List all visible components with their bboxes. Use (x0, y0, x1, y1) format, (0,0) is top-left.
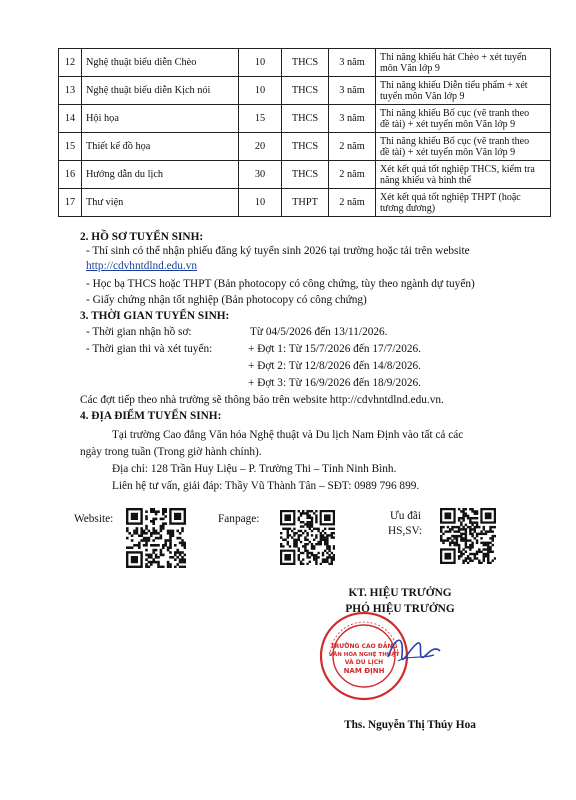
duration: 3 năm (329, 77, 376, 105)
admission-method-line-2: đề tài) + xét tuyển môn Văn lớp 9 (380, 146, 516, 158)
section-4-line-1: Tại trường Cao đẳng Văn hóa Nghệ thuật và Du lịch Nam Định vào tất cả các (112, 429, 464, 441)
exam-round-3: + Đợt 3: Từ 16/9/2026 đến 18/9/2026. (248, 377, 421, 389)
admission-method-line-2: đề tài) + xét tuyển môn Văn lớp 9 (380, 118, 516, 130)
section-2-line-2: - Học bạ THCS hoặc THPT (Bản photocopy có công chứng, tùy theo ngành dự tuyển) (86, 278, 475, 290)
admission-method-line-1: Thi năng khiếu Diễn tiểu phẩm + xét (380, 79, 528, 91)
section-2-heading: 2. HỒ SƠ TUYỂN SINH: (80, 231, 204, 243)
promo-qr-code[interactable] (440, 508, 496, 564)
svg-text:NAM ĐỊNH: NAM ĐỊNH (343, 667, 385, 675)
exam-round-2: + Đợt 2: Từ 12/8/2026 đến 14/8/2026. (248, 360, 421, 372)
admission-method (376, 133, 551, 161)
exam-time-label: - Thời gian thi và xét tuyển: (86, 343, 213, 355)
admission-method-line-1: Xét kết quả tốt nghiệp THPT (hoặc (380, 191, 521, 203)
signer-title-2: PHÓ HIỆU TRƯỞNG (345, 603, 455, 615)
contact-line: Liên hệ tư vấn, giải đáp: Thầy Vũ Thành Tân – SĐT: 0989 796 899. (112, 480, 420, 492)
section-2-line-3: - Giấy chứng nhận tốt nghiệp (Bản photocopy có công chứng) (86, 294, 367, 306)
quota: 10 (239, 77, 282, 105)
section-4-line-2: ngày trong tuần (Trong giờ hành chính). (80, 446, 262, 458)
row-number: 12 (59, 49, 82, 77)
duration: 2 năm (329, 133, 376, 161)
address-line: Địa chỉ: 128 Trần Huy Liệu – P. Trường Thi – Tỉnh Ninh Bình. (112, 463, 397, 475)
section-3-heading: 3. THỜI GIAN TUYỂN SINH: (80, 310, 230, 322)
receive-time-label: - Thời gian nhận hồ sơ: (86, 326, 192, 338)
duration: 2 năm (329, 189, 376, 217)
handwritten-signature (382, 625, 442, 675)
exam-round-1: + Đợt 1: Từ 15/7/2026 đến 17/7/2026. (248, 343, 421, 355)
quota: 20 (239, 133, 282, 161)
duration: 3 năm (329, 105, 376, 133)
program-name: Nghệ thuật biểu diễn Chèo (82, 49, 239, 77)
program-name: Thư viện (82, 189, 239, 217)
admission-method-line-1: Xét kết quả tốt nghiệp THCS, kiểm tra (380, 163, 535, 175)
table-row (59, 161, 551, 189)
website-qr-code[interactable] (126, 508, 186, 568)
quota: 10 (239, 189, 282, 217)
quota: 30 (239, 161, 282, 189)
admission-method-line-1: Thi năng khiếu hát Chèo + xét tuyển (380, 51, 527, 63)
entry-level: THCS (282, 133, 329, 161)
admission-method-line-1: Thi năng khiếu Bố cục (vẽ tranh theo (380, 135, 530, 147)
admission-method-line-2: môn Văn lớp 9 (380, 62, 440, 74)
section-4-heading: 4. ĐỊA ĐIỂM TUYỂN SINH: (80, 410, 222, 422)
program-name: Nghệ thuật biểu diễn Kịch nói (82, 77, 239, 105)
table-row (59, 189, 551, 217)
admission-method-line-2: tuyển môn Văn lớp 9 (380, 90, 465, 102)
entry-level: THPT (282, 189, 329, 217)
table-row (59, 133, 551, 161)
row-number: 17 (59, 189, 82, 217)
fanpage-qr-label: Fanpage: (218, 513, 260, 525)
website-link[interactable]: http://cdvhntdlnd.edu.vn (86, 260, 198, 272)
admission-method (376, 105, 551, 133)
promo-qr-label-2: HS,SV: (388, 525, 423, 537)
admission-method (376, 77, 551, 105)
svg-text:TRƯỜNG CAO ĐẲNG: TRƯỜNG CAO ĐẲNG (330, 643, 398, 650)
table-row (59, 105, 551, 133)
program-table (58, 48, 551, 217)
entry-level: THCS (282, 49, 329, 77)
entry-level: THCS (282, 161, 329, 189)
table-row (59, 49, 551, 77)
table-row (59, 77, 551, 105)
duration: 2 năm (329, 161, 376, 189)
quota: 10 (239, 49, 282, 77)
website-qr-label: Website: (74, 513, 114, 525)
admission-method (376, 161, 551, 189)
quota: 15 (239, 105, 282, 133)
admission-method (376, 189, 551, 217)
admission-method (376, 49, 551, 77)
duration: 3 năm (329, 49, 376, 77)
svg-text:VÀ DU LỊCH: VÀ DU LỊCH (344, 659, 384, 666)
section-2-line-1: - Thí sinh có thể nhận phiếu đăng ký tuyển sinh 2026 tại trường hoặc tải trên website (86, 245, 470, 257)
row-number: 16 (59, 161, 82, 189)
receive-time-value: Từ 04/5/2026 đến 13/11/2026. (250, 326, 388, 338)
admission-method-line-2: tương đương) (380, 202, 436, 214)
svg-text:VĂN HÓA NGHỆ THUẬT: VĂN HÓA NGHỆ THUẬT (328, 652, 400, 658)
program-name: Hướng dẫn du lịch (82, 161, 239, 189)
fanpage-qr-code[interactable] (280, 510, 335, 565)
entry-level: THCS (282, 105, 329, 133)
admission-method-line-2: năng khiếu và hình thể (380, 174, 472, 186)
entry-level: THCS (282, 77, 329, 105)
signer-name: Ths. Nguyễn Thị Thúy Hoa (344, 719, 476, 731)
promo-qr-label-1: Ưu đãi (390, 510, 422, 522)
next-rounds-note: Các đợt tiếp theo nhà trường sẽ thông báo trên website http://cdvhntdlnd.edu.vn. (80, 394, 444, 406)
signer-title-1: KT. HIỆU TRƯỞNG (348, 587, 452, 599)
row-number: 15 (59, 133, 82, 161)
admission-method-line-1: Thi năng khiếu Bố cục (vẽ tranh theo (380, 107, 530, 119)
program-name: Hội họa (82, 105, 239, 133)
row-number: 14 (59, 105, 82, 133)
program-name: Thiết kế đồ họa (82, 133, 239, 161)
row-number: 13 (59, 77, 82, 105)
